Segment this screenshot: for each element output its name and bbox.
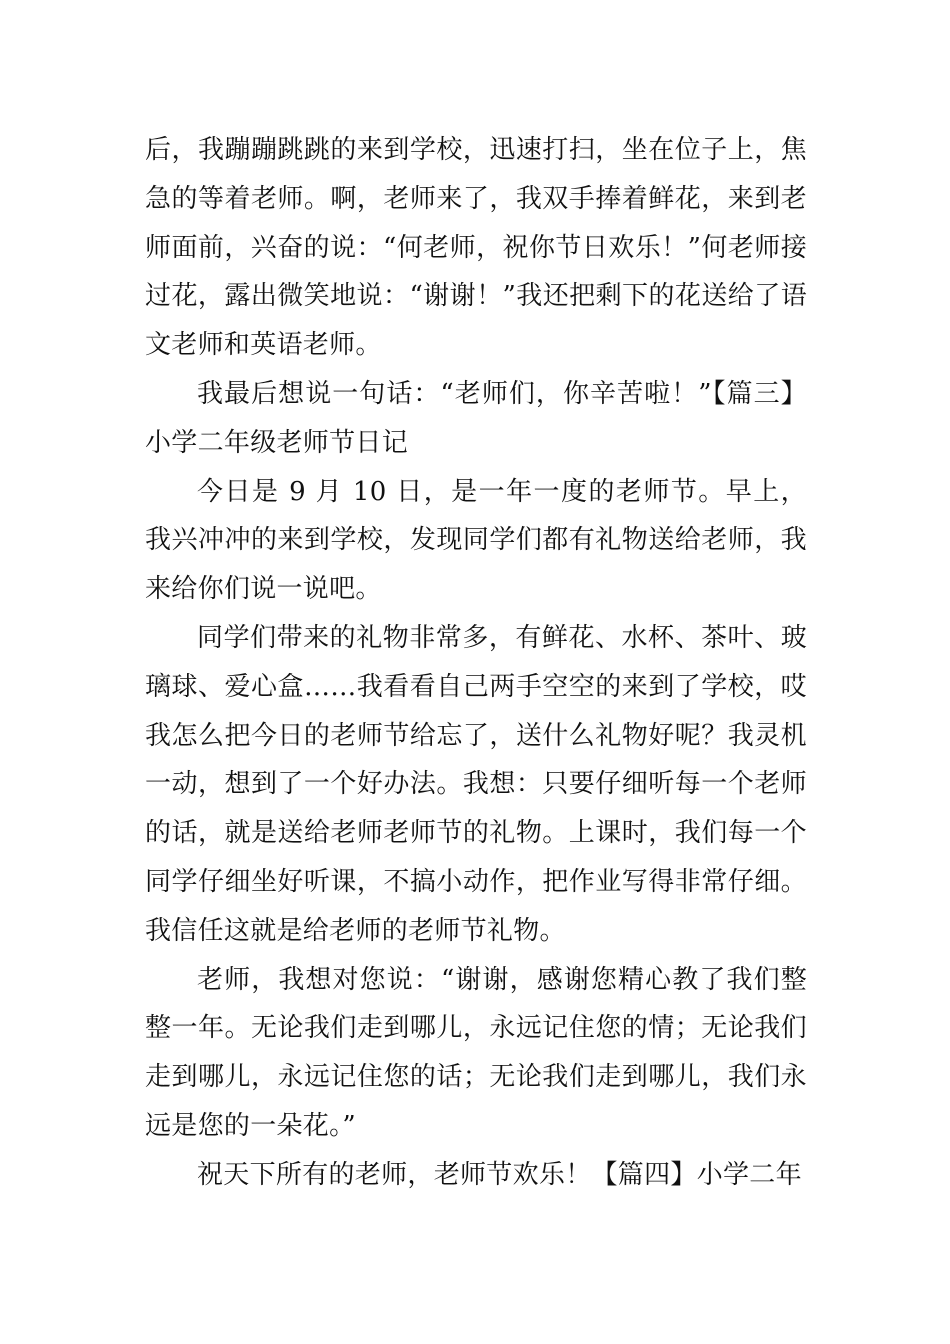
paragraph-2: 我最后想说一句话：“老师们，你辛苦啦！”【篇三】小学二年级老师节日记 [145, 378, 807, 458]
paragraph-5: 老师，我想对您说：“谢谢，感谢您精心教了我们整整一年。无论我们走到哪儿，永远记住您的情；无论我们走到哪儿，永远记住您的话；无论我们走到哪儿，我们永远是您的一朵花。” [145, 964, 807, 1141]
paragraph-1: 后，我蹦蹦跳跳的来到学校，迅速打扫，坐在位子上，焦急的等着老师。啊，老师来了，我双手捧着鲜花，来到老师面前，兴奋的说：“何老师，祝你节日欢乐！”何老师接过花，露出微笑地说：“谢谢！”我还把剩下的花送给了语文老师和英语老师。 [145, 135, 807, 361]
paragraph-4: 同学们带来的礼物非常多，有鲜花、水杯、茶叶、玻璃球、爱心盒……我看看自己两手空空的来到了学校，哎我怎么把今日的老师节给忘了，送什么礼物好呢？我灵机一动，想到了一个好办法。我想：只要仔细听每一个老师的话，就是送给老师老师节的礼物。上课时，我们每一个同学仔细坐好听课，不搞小动作，把作业写得非常仔细。我信任这就是给老师的老师节礼物。 [145, 622, 807, 946]
paragraph-3: 今日是 9 月 10 日，是一年一度的老师节。早上，我兴冲冲的来到学校，发现同学们都有礼物送给老师，我来给你们说一说吧。 [145, 476, 807, 605]
paragraph-6: 祝天下所有的老师，老师节欢乐！【篇四】小学二年 [197, 1159, 802, 1190]
document-body [145, 126, 807, 1200]
